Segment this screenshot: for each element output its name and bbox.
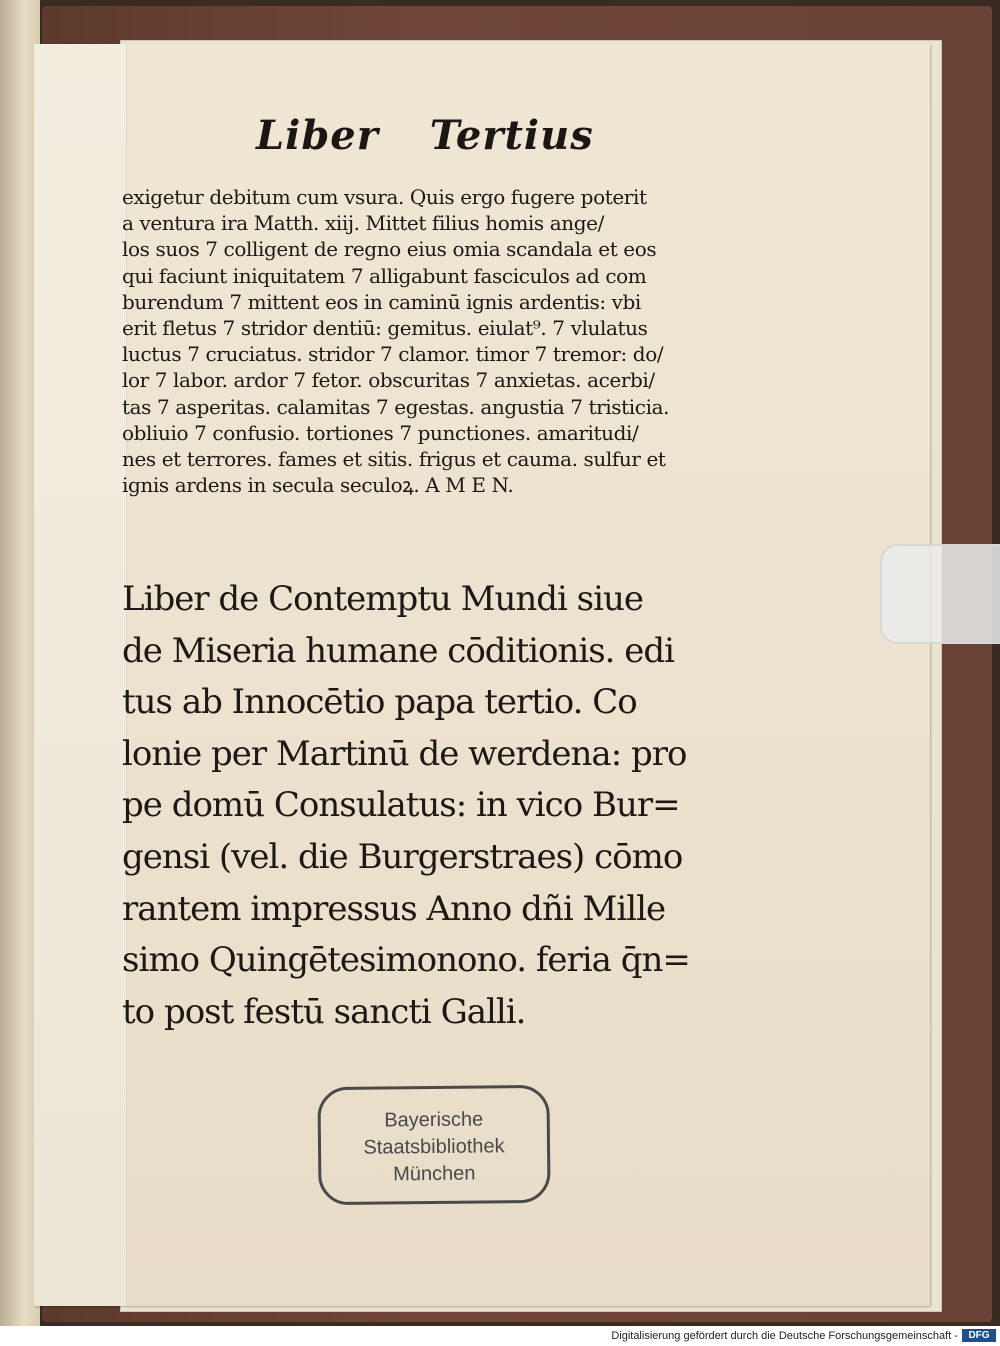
footer-bar [0,1326,1000,1346]
colophon-line: Liber de Contemptu Mundi siue [122,579,644,619]
colophon-line: tus ab Innocētio papa tertio. Co [122,682,637,723]
colophon-line: de Miseria humane cōditionis. edi [122,630,675,671]
page-clip [880,544,1000,644]
page-heading: Liber Tertius [256,112,594,159]
body-line: los suos 7 colligent de regno eius omia scandala et eos [122,237,657,262]
colophon-line: rantem impressus Anno dñi Mille [122,888,666,929]
colophon-line: to post festū sancti Galli. [122,991,526,1032]
colophon-line: lonie per Martinū de werdena: pro [122,733,687,774]
body-line: burendum 7 mittent eos in caminū ignis ardentis: vbi [122,289,641,314]
body-text [122,184,744,498]
body-line: a ventura ira Matth. xiij. Mittet filius homis ange/ [122,211,604,236]
colophon-line: gensi (vel. die Burgerstraes) cōmo [122,836,683,877]
funding-note: Digitalisierung gefördert durch die Deutsche Forschungsgemeinschaft - [611,1330,958,1342]
gutter-tape [34,44,127,1306]
stamp-line: Staatsbibliothek [363,1135,505,1159]
colophon [122,574,742,1038]
body-line: obliuio 7 confusio. tortiones 7 punctiones. amaritudi/ [122,420,639,445]
colophon-line: pe domū Consulatus: in vico Bur= [122,785,680,826]
library-stamp [317,1085,550,1205]
body-line: exigetur debitum cum vsura. Quis ergo fugere poterit [122,185,647,209]
body-line: tas 7 asperitas. calamitas 7 egestas. angustia 7 tristicia. [122,394,670,419]
colophon-line: simo Quingētesimonono. feria q̄n= [122,940,690,981]
body-line: luctus 7 cruciatus. stridor 7 clamor. timor 7 tremor: do/ [122,342,664,367]
stamp-line: München [393,1162,476,1186]
stamp-line: Bayerische [384,1108,484,1132]
body-line: qui faciunt iniquitatem 7 alligabunt fasciculos ad com [122,263,647,288]
body-line: erit fletus 7 stridor dentiū: gemitus. eiulat⁹. 7 vlulatus [122,316,648,341]
dfg-logo: DFG [962,1329,996,1342]
body-line: ignis ardens in secula seculoꝝ. A M E N. [122,473,514,498]
body-line: lor 7 labor. ardor 7 fetor. obscuritas 7 anxietas. acerbi/ [122,368,655,393]
body-line: nes et terrores. fames et sitis. frigus et cauma. sulfur et [122,447,666,472]
